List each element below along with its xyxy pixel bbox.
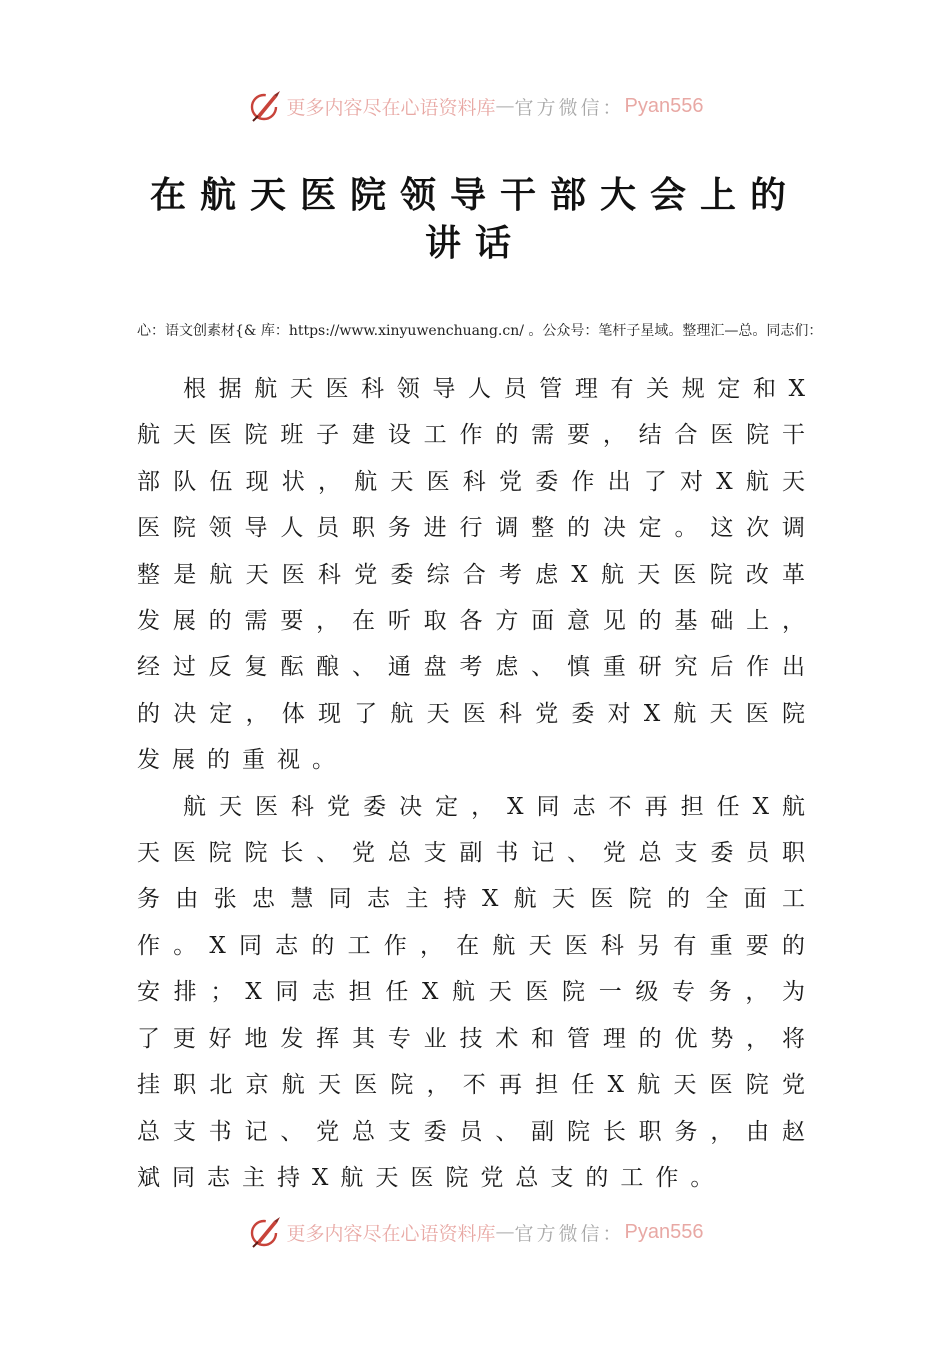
- quill-pen-logo-icon: [247, 88, 283, 124]
- source-line: 心：语文创素材{& 库：https://www.xinyuwenchuang.cn/ 。公众号：笔杆子星域。整理汇—总。同志们：: [137, 323, 823, 339]
- header-dash: —: [495, 95, 515, 117]
- document-body: [137, 366, 817, 1201]
- footer-wechat-label: 官方微信：: [514, 1222, 625, 1245]
- header-promo-text: 更多内容尽在心语资料库: [286, 96, 496, 119]
- footer-banner: [0, 1210, 950, 1254]
- paragraph-2: 航天医科党委决定，X同志不再担任X航天医院院长、党总支副书记、党总支委员职务由张忠慧同志主持X航天医院的全面工作。X同志的工作，在航天医科另有重要的安排；X同志担任X航天医院一级专务，为了更好地发挥其专业技术和管理的优势，将挂职北京航天医院，不再担任X航天医院党总支书记、党总支委员、副院长职务，由赵斌同志主持X航天医院党总支的工作。: [137, 793, 817, 1191]
- title-line-2: 讲话: [424, 223, 525, 264]
- quill-pen-logo-icon: [247, 1214, 283, 1250]
- footer-dash: —: [495, 1221, 515, 1243]
- header-banner: [0, 84, 950, 128]
- footer-promo-text: 更多内容尽在心语资料库: [286, 1222, 496, 1245]
- paragraph-1: 根据航天医科领导人员管理有关规定和X航天医院班子建设工作的需要，结合医院干部队伍现状，航天医科党委作出了对X航天医院领导人员职务进行调整的决定。这次调整是航天医科党委综合考虑X航天医院改革发展的需要，在听取各方面意见的基础上，经过反复酝酿、通盘考虑、慎重研究后作出的决定，体现了航天医科党委对X航天医院发展的重视。: [137, 376, 817, 774]
- header-wechat-label: 官方微信：: [514, 96, 625, 119]
- title-line-1: 在航天医院领导干部大会上的: [149, 175, 800, 216]
- header-wechat-id: Pyan556: [624, 94, 704, 117]
- page-title: [100, 172, 850, 268]
- footer-wechat-id: Pyan556: [624, 1220, 704, 1243]
